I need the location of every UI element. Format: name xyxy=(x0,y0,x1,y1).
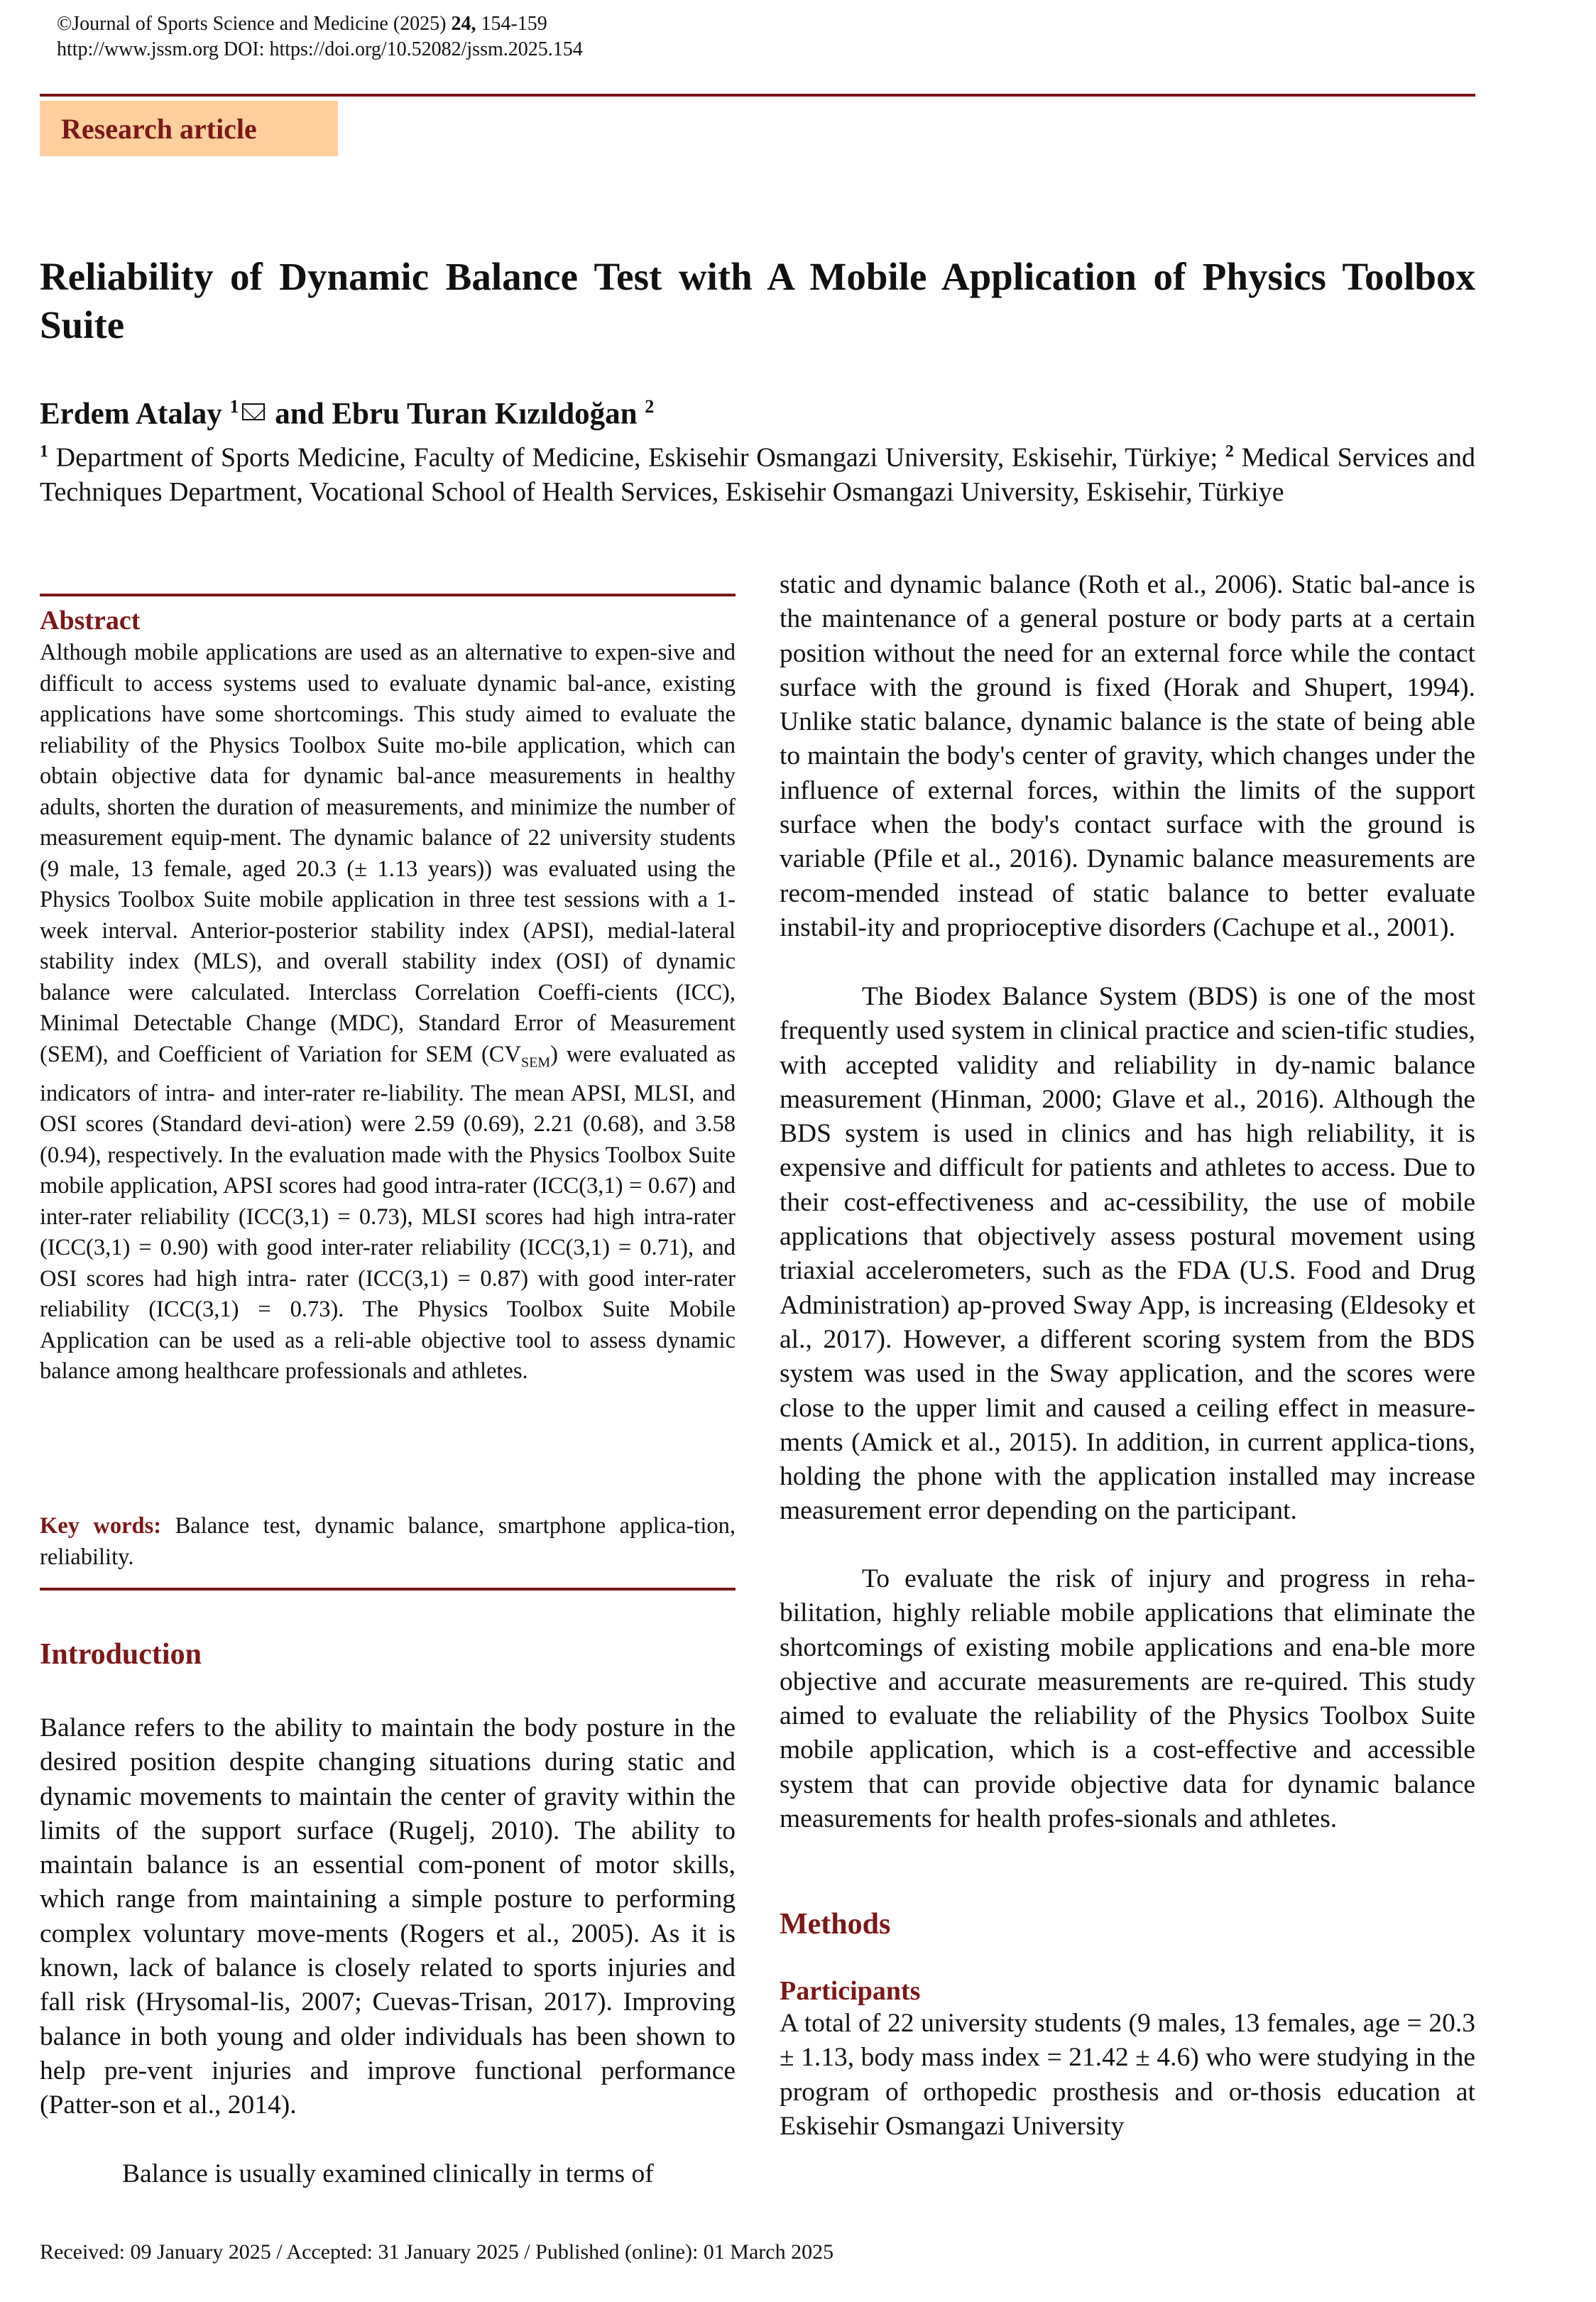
introduction-heading: Introduction xyxy=(40,1638,202,1671)
article-type-badge xyxy=(40,101,338,156)
right-column-paragraph-1: static and dynamic balance (Roth et al., 2006). Static bal-ance is the maintenance of a general posture or body parts at a certain position without the need for an external force while the contact surface with the ground is fixed (Horak and Shupert, 1994). Unlike static balance, dynamic balance is the state of being able to maintain the body's center of gravity, which changes under the influence of external forces, within the limits of the support surface when the body's contact surface with the ground is variable (Pfile et al., 2016). Dynamic balance measurements are recom-mended instead of static balance to better evaluate instabil-ity and proprioceptive disorders (Cachupe et al., 2001). xyxy=(780,570,1475,942)
abstract-body xyxy=(40,638,736,1387)
methods-heading: Methods xyxy=(780,1908,891,1941)
participants-paragraph: A total of 22 university students (9 males, 13 females, age = 20.3 ± 1.13, body mass index = 21.42 ± 4.6) who were studying in the program of orthopedic prosthesis and or-thosis education at Eskisehir Osmangazi University xyxy=(780,2009,1475,2141)
journal-citation xyxy=(57,11,547,37)
article-type-label: Research article xyxy=(61,113,257,145)
affiliation-1: Department of Sports Medicine, Faculty of Medicine, Eskisehir Osmangazi University, Eskisehir, Türkiye; xyxy=(48,442,1225,473)
affiliation-sup-1: 1 xyxy=(40,442,48,461)
citation-prefix: ©Journal of Sports Science and Medicine (2025) xyxy=(57,13,452,35)
author-connector: and Ebru Turan Kızıldoğan xyxy=(267,397,645,431)
abstract-rule-top xyxy=(40,594,736,596)
citation-pages: 154-159 xyxy=(476,13,547,35)
header-rule xyxy=(40,94,1475,97)
author-second-sup: 2 xyxy=(645,396,655,417)
article-title: Reliability of Dynamic Balance Test with A Mobile Application of Physics Toolbox Suite xyxy=(40,255,1475,347)
abstract-text-b: ) were evaluated as indicators of intra- and inter-rater re-liability. The mean APSI, MLSI, and OSI scores (Standard devi-ation) were 2.59 (0.69), 2.21 (0.68), and 3.58 (0.94), respectively. In the evaluation made with the Physics Toolbox Suite mobile application, APSI scores had good intra-rater (ICC(3,1) = 0.67) and inter-rater reliability (ICC(3,1) = 0.73), MLSI scores had high intra-rater (ICC(3,1) = 0.90) with good inter-rater reliability (ICC(3,1) = 0.71), and OSI scores had high intra- rater (ICC(3,1) = 0.87) with good inter-rater reliability (ICC(3,1) = 0.73). The Physics Toolbox Suite Mobile Application can be used as a reli-able objective tool to assess dynamic balance among healthcare professionals and athletes. xyxy=(40,1041,736,1384)
abstract-text-a: Although mobile applications are used as an alternative to expen-sive and difficult to access systems used to evaluate dynamic bal-ance, existing applications have some shortcomings. This study aimed to evaluate the reliability of the Physics Toolbox Suite mo-bile application, which can obtain objective data for dynamic bal-ance measurements in healthy adults, shorten the duration of measurements, and minimize the number of measurement equip-ment. The dynamic balance of 22 university students (9 male, 13 female, aged 20.3 (± 1.13 years)) was evaluated using the Physics Toolbox Suite mobile application in three test sessions with a 1-week interval. Anterior-posterior stability index (APSI), medial-lateral stability index (MLS), and overall stability index (OSI) of dynamic balance were calculated. Interclass Correlation Coeffi-cients (ICC), Minimal Detectable Change (MDC), Standard Error of Measurement (SEM), and Coefficient of Variation for SEM (CV xyxy=(40,640,736,1067)
journal-doi[interactable]: http://www.jssm.org DOI: https://doi.org/10.52082/jssm.2025.154 xyxy=(57,38,583,60)
author-first: Erdem Atalay xyxy=(40,397,230,431)
abstract-subscript: SEM xyxy=(520,1054,551,1070)
author-line xyxy=(40,396,654,431)
right-column-paragraph-3: To evaluate the risk of injury and progress in reha-bilitation, highly reliable mobile applications that eliminate the shortcomings of existing mobile applications and ena-ble more objective and accurate measurements are re-quired. This study aimed to evaluate the reliability of the Physics Toolbox Suite mobile application, which is a cost-effective and accessible system that can provide objective data for dynamic balance measurements for health profes-sionals and athletes. xyxy=(780,1564,1475,1834)
mail-icon[interactable] xyxy=(242,403,265,420)
affiliations xyxy=(40,435,1475,509)
citation-volume: 24, xyxy=(451,13,476,35)
abstract-rule-bottom xyxy=(40,1588,736,1591)
affiliation-2: Medical Services and Techniques Department, Vocational School of Health Services, Eskisehir Osmangazi University, Eskisehir, Türkiye xyxy=(40,442,1475,507)
abstract-heading: Abstract xyxy=(40,606,141,635)
introduction-paragraph-2: Balance is usually examined clinically in terms of xyxy=(122,2159,654,2188)
right-column-paragraph-2: The Biodex Balance System (BDS) is one of the most frequently used system in clinical practice and scien-tific studies, with accepted validity and reliability in dy-namic balance measurement (Hinman, 2000; Glave et al., 2016). Although the BDS system is used in clinics and has high reliability, it is expensive and difficult for patients and athletes to access. Due to their cost-effectiveness and ac-cessibility, the use of mobile applications that objectively assess postural movement using triaxial accelerometers, such as the FDA (U.S. Food and Drug Administration) ap-proved Sway App, is increasing (Eldesoky et al., 2017). However, a different scoring system from the BDS system was used in the Sway application, and the scores were close to the upper limit and caused a ceiling effect in measure-ments (Amick et al., 2015). In addition, in current applica-tions, holding the phone with the application installed may increase measurement error depending on the participant. xyxy=(780,982,1475,1526)
participants-heading: Participants xyxy=(780,1976,921,2006)
affiliation-sup-2: 2 xyxy=(1225,442,1234,461)
received-dates: Received: 09 January 2025 / Accepted: 31 January 2025 / Published (online): 01 March 2025 xyxy=(40,2240,834,2264)
author-first-sup: 1 xyxy=(229,396,239,417)
keywords-label: Key words: xyxy=(40,1513,162,1539)
keywords xyxy=(40,1511,736,1573)
keywords-text: Balance test, dynamic balance, smartphone applica-tion, reliability. xyxy=(40,1513,736,1570)
introduction-paragraph-1: Balance refers to the ability to maintain the body posture in the desired position despite changing situations during static and dynamic movements to maintain the center of gravity within the limits of the support surface (Rugelj, 2010). The ability to maintain balance is an essential com-ponent of motor skills, which range from maintaining a simple posture to performing complex voluntary move-ments (Rogers et al., 2005). As it is known, lack of balance is closely related to sports injuries and fall risk (Hrysomal-lis, 2007; Cuevas-Trisan, 2017). Improving balance in both young and older individuals has been shown to help pre-vent injuries and improve functional performance (Patter-son et al., 2014). xyxy=(40,1713,736,2120)
